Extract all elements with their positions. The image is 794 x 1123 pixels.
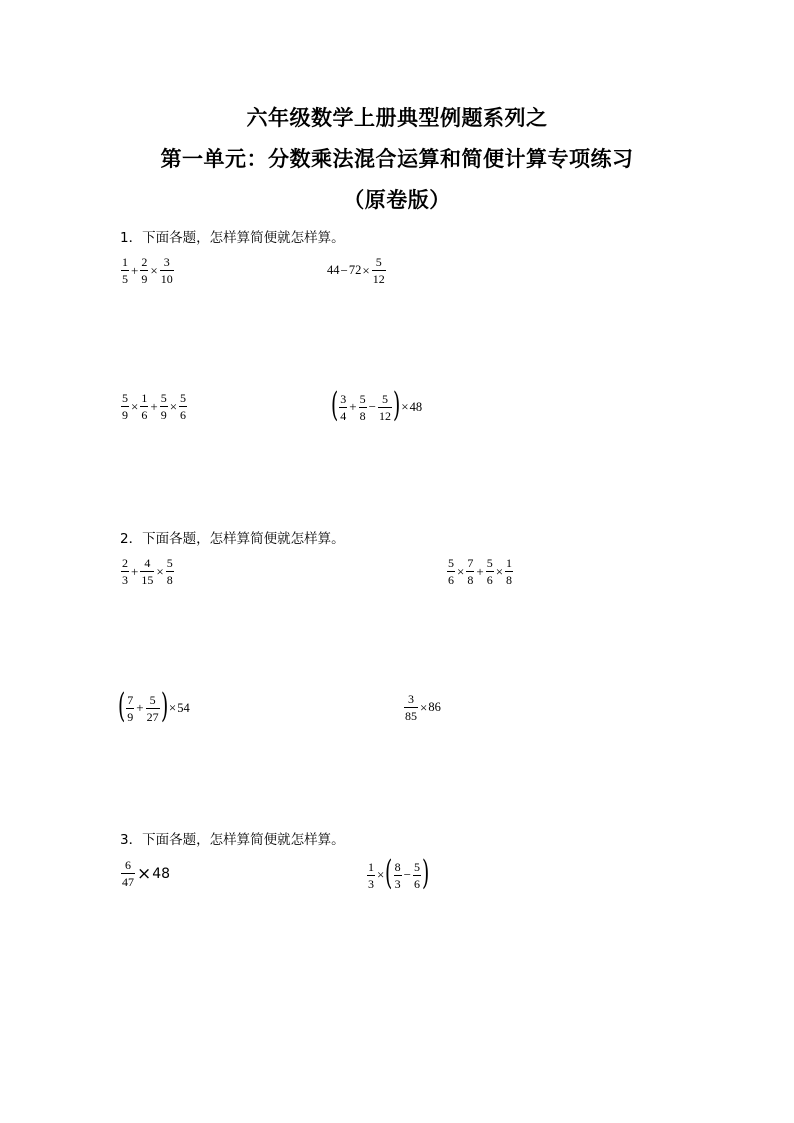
fraction: $\frac{7}{9}$: [127, 692, 134, 724]
fraction: $\frac{7}{8}$: [467, 556, 474, 587]
fraction: $\frac{3}{10}$: [160, 255, 173, 286]
fraction: $\frac{5}{27}$: [146, 692, 159, 724]
operator: ×: [156, 563, 164, 579]
number: 54: [177, 700, 190, 715]
number: 44: [327, 263, 340, 277]
page-subtitle: 第一单元：分数乘法混合运算和简便计算专项练习: [160, 147, 634, 171]
question-1-label: 1．下面各题，怎样算简便就怎样算。: [120, 230, 345, 246]
operator: ×: [495, 563, 504, 579]
operator: ×: [377, 867, 385, 882]
q2-expression-c: [117, 686, 190, 726]
q1-expression-c: [120, 392, 188, 421]
left-parenthesis: (: [330, 385, 339, 425]
operator: +: [131, 563, 139, 579]
right-parenthesis: ): [392, 385, 401, 425]
fraction: $\frac{6}{47}$: [122, 858, 134, 889]
operator: ×: [362, 262, 370, 278]
operator: −: [368, 399, 376, 414]
q1-expression-a: [120, 256, 175, 285]
fraction: $\frac{2}{9}$: [141, 255, 148, 286]
fraction: $\frac{5}{12}$: [372, 255, 385, 286]
operator: +: [476, 563, 484, 579]
question-2-label: 2．下面各题，怎样算简便就怎样算。: [120, 531, 345, 547]
fraction: $\frac{5}{9}$: [160, 391, 167, 422]
fraction: $\frac{8}{3}$: [394, 859, 401, 891]
operator: ×: [137, 863, 152, 884]
operator: ×: [420, 699, 428, 715]
q2-expression-a: [120, 557, 175, 586]
fraction: $\frac{5}{9}$: [122, 391, 128, 422]
q1-expression-d: [330, 385, 423, 425]
left-parenthesis: (: [117, 686, 126, 726]
fraction: $\frac{1}{3}$: [368, 859, 374, 891]
operator: +: [131, 262, 139, 278]
q2-expression-b: [446, 557, 514, 586]
fraction: $\frac{2}{3}$: [122, 556, 128, 587]
page-version-label: （原卷版）: [343, 188, 451, 212]
page-title: 六年级数学上册典型例题系列之: [246, 106, 548, 130]
fraction: $\frac{1}{5}$: [122, 255, 128, 286]
fraction: $\frac{5}{6}$: [448, 556, 454, 587]
fraction: $\frac{3}{85}$: [405, 692, 417, 723]
question-3-label: 3．下面各题，怎样算简便就怎样算。: [120, 832, 345, 848]
operator: −: [403, 867, 411, 882]
fraction: $\frac{3}{4}$: [340, 391, 347, 423]
fraction: $\frac{5}{12}$: [378, 391, 391, 423]
fraction: $\frac{5}{6}$: [413, 859, 420, 891]
fraction: $\frac{1}{6}$: [141, 391, 148, 422]
fraction: $\frac{5}{8}$: [166, 556, 173, 587]
q1-expression-b: [327, 256, 387, 285]
operator: ×: [150, 262, 158, 278]
operator: +: [150, 398, 158, 414]
operator: ×: [457, 563, 465, 579]
operator: +: [349, 399, 357, 414]
operator: +: [136, 700, 144, 715]
fraction: $\frac{5}{6}$: [180, 391, 187, 422]
number: 48: [152, 865, 171, 882]
fraction: $\frac{4}{15}$: [141, 556, 154, 587]
fraction: $\frac{1}{8}$: [506, 556, 513, 587]
operator: −: [340, 262, 348, 278]
right-parenthesis: ): [421, 853, 430, 893]
right-parenthesis: ): [160, 686, 168, 726]
number: 72: [348, 263, 362, 277]
q3-expression-a: [120, 859, 170, 888]
left-parenthesis: (: [385, 853, 393, 893]
operator: ×: [401, 399, 409, 414]
q2-expression-d: [403, 693, 441, 722]
number: 48: [409, 399, 423, 414]
fraction: $\frac{5}{6}$: [486, 556, 493, 587]
operator: ×: [169, 398, 178, 414]
fraction: $\frac{5}{8}$: [359, 391, 366, 423]
number: 86: [428, 700, 441, 714]
q3-expression-b: [366, 853, 430, 893]
operator: ×: [168, 700, 177, 715]
operator: ×: [131, 398, 139, 414]
